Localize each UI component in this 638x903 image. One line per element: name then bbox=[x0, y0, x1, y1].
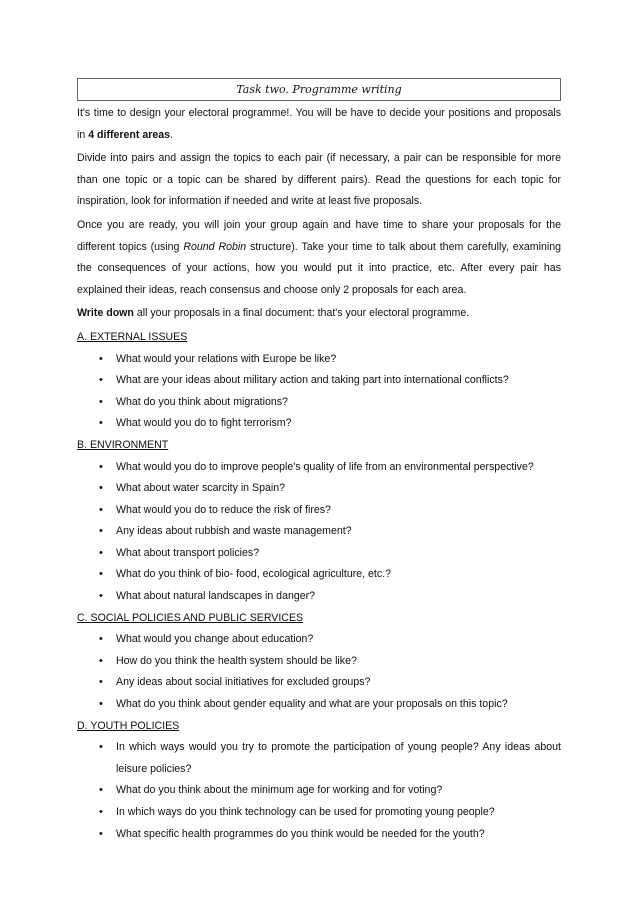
list-item: • What would you do to improve people's quality of life from an environmental perspective? bbox=[77, 457, 561, 479]
list-item: • What about water scarcity in Spain? bbox=[77, 478, 561, 500]
question-list bbox=[77, 737, 561, 845]
list-item: • What would you do to fight terrorism? bbox=[77, 413, 561, 435]
section-youth-policies bbox=[77, 716, 561, 846]
list-item: • What do you think about gender equality and what are your proposals on this topic? bbox=[77, 694, 561, 716]
list-item: • What do you think about migrations? bbox=[77, 392, 561, 414]
intro-p1-bold: 4 different areas bbox=[88, 128, 171, 141]
intro-p3-end: structure). Take your time to talk about them carefully, examining the consequences of your actions, how you would put it into practice, etc. After every pair has explained their ideas, reach consensus and choose only 2 proposals for each area. bbox=[77, 240, 561, 296]
section-environment bbox=[77, 435, 561, 608]
section-heading: C. SOCIAL POLICIES AND PUBLIC SERVICES bbox=[77, 611, 304, 624]
list-item: • What would you change about education? bbox=[77, 629, 561, 651]
intro-p4-bold: Write down bbox=[77, 307, 134, 320]
section-heading: D. YOUTH POLICIES bbox=[77, 719, 180, 732]
list-item: • How do you think the health system should be like? bbox=[77, 651, 561, 673]
list-item: • What about natural landscapes in danger? bbox=[77, 586, 561, 608]
intro-p3-italic: Round Robin bbox=[183, 240, 247, 253]
list-item: • What are your ideas about military action and taking part into international conflicts? bbox=[77, 370, 561, 392]
list-item: • Any ideas about social initiatives for excluded groups? bbox=[77, 672, 561, 694]
question-list bbox=[77, 349, 561, 435]
intro-paragraph-4 bbox=[77, 303, 561, 325]
list-item: • In which ways would you try to promote the participation of young people? Any ideas about leisure policies? bbox=[77, 737, 561, 780]
section-heading: B. ENVIRONMENT bbox=[77, 438, 169, 451]
intro-paragraph-1 bbox=[77, 103, 561, 146]
list-item: • What about transport policies? bbox=[77, 543, 561, 565]
page-title: Task two. Programme writing bbox=[77, 78, 561, 101]
intro-p4-text: all your proposals in a final document: that's your electoral programme. bbox=[133, 307, 470, 320]
intro-paragraph-2: Divide into pairs and assign the topics to each pair (if necessary, a pair can be responsible for more than one topic or a topic can be shared by different pairs). Read the questions for each topic for inspiration, look for information if needed and write at least five proposals. bbox=[77, 152, 561, 208]
intro-p1-end: . bbox=[170, 128, 173, 141]
intro-p3-text: Once you are ready, you will join your group again and have time to share your proposals for the different topics (using bbox=[77, 218, 561, 253]
question-list bbox=[77, 457, 561, 608]
section-social-policies bbox=[77, 608, 561, 716]
section-heading: A. EXTERNAL ISSUES bbox=[77, 330, 188, 343]
list-item: • What do you think about the minimum age for working and for voting? bbox=[77, 780, 561, 802]
intro-paragraph-3 bbox=[77, 215, 561, 301]
list-item: • What do you think of bio- food, ecological agriculture, etc.? bbox=[77, 564, 561, 586]
intro-p1-text: It's time to design your electoral programme!. You will be have to decide your positions and proposals in bbox=[77, 107, 561, 141]
question-list bbox=[77, 629, 561, 715]
document-content bbox=[77, 78, 561, 845]
list-item: • What would your relations with Europe be like? bbox=[77, 349, 561, 371]
section-external-issues bbox=[77, 327, 561, 435]
list-item: • Any ideas about rubbish and waste management? bbox=[77, 521, 561, 543]
list-item: • In which ways do you think technology can be used for promoting young people? bbox=[77, 802, 561, 824]
list-item: • What specific health programmes do you think would be needed for the youth? bbox=[77, 824, 561, 846]
list-item: • What would you do to reduce the risk of fires? bbox=[77, 500, 561, 522]
